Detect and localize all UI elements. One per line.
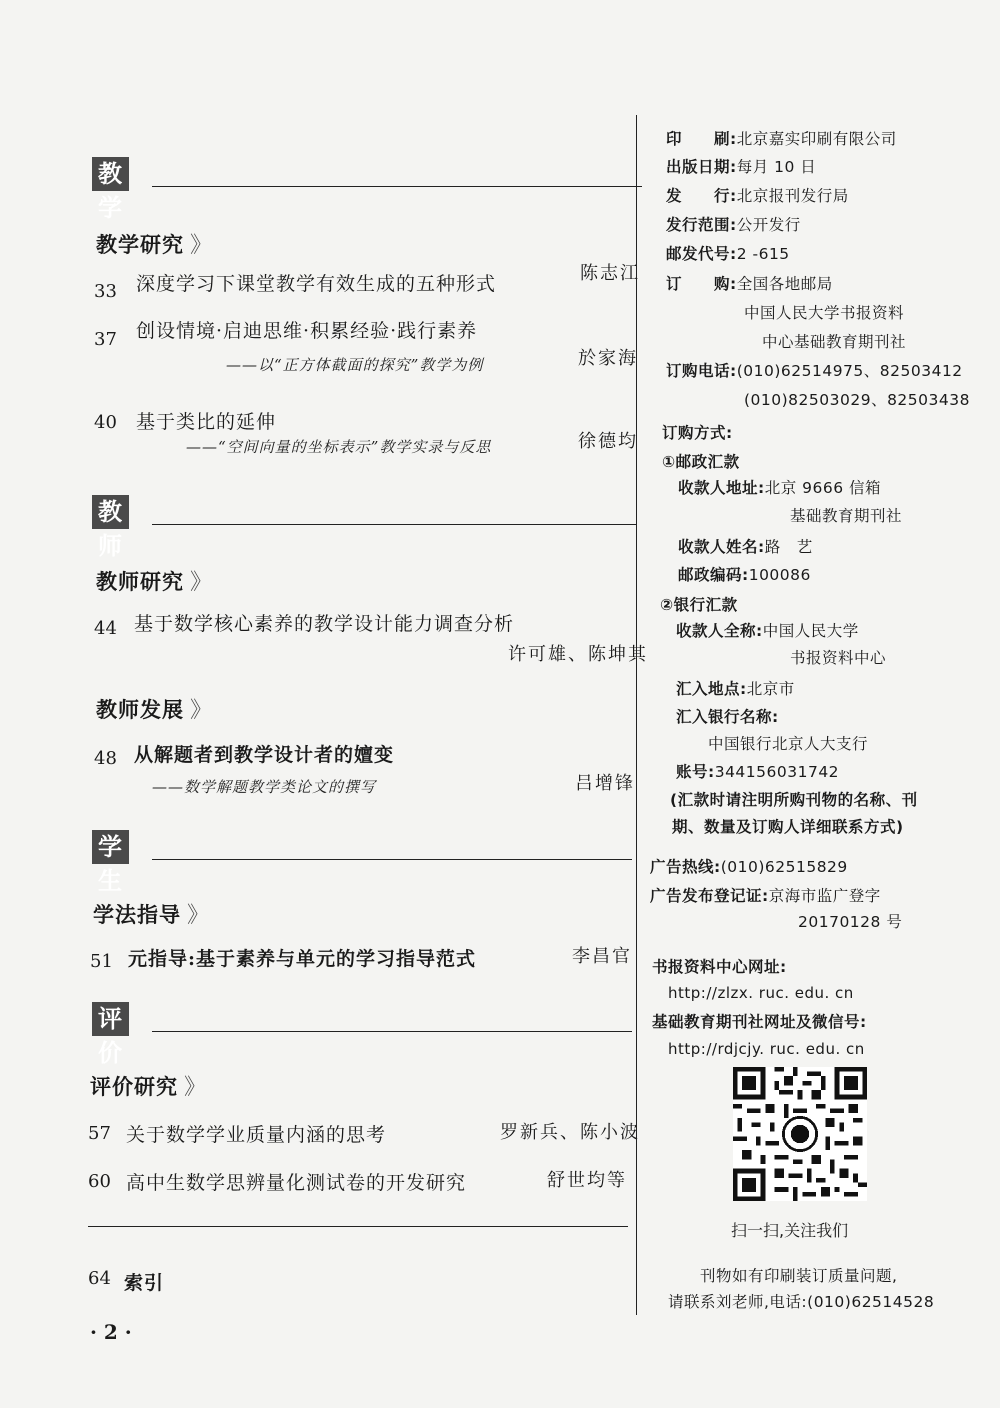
subheading-teaching-research: 教学研究 》 <box>96 232 214 258</box>
toc-page-number: 64 <box>88 1268 111 1289</box>
date-label: 出版日期: <box>666 158 737 176</box>
toc-title: 基于类比的延伸 <box>136 411 277 433</box>
toc-author: 陈志江 <box>580 263 640 284</box>
wechat-url-link[interactable]: http://rdjcjy. ruc. edu. cn <box>668 1040 865 1058</box>
ad-reg-label: 广告发布登记证: <box>650 887 769 905</box>
chevron-right-icon: 》 <box>190 698 214 723</box>
contact-line-1: 刊物如有印刷装订质量问题, <box>700 1267 898 1285</box>
qr-code-icon[interactable] <box>733 1067 867 1201</box>
toc-title: 高中生数学思辨量化测试卷的开发研究 <box>126 1172 467 1194</box>
recv-full-value: 中国人民大学 <box>762 622 859 640</box>
site-url-link[interactable]: http://zlzx. ruc. edu. cn <box>668 984 854 1002</box>
toc-subtitle: ——“空间向量的坐标表示”教学实录与反思 <box>186 438 492 456</box>
remit-note-line-2: 期、数量及订购人详细联系方式) <box>672 818 904 836</box>
order-line-2: 中国人民大学书报资料 <box>744 304 905 322</box>
chevron-right-icon: 》 <box>187 903 211 928</box>
section-tag: 学生 <box>92 830 129 864</box>
contact-line-2: 请联系刘老师,电话:(010)62514528 <box>668 1293 935 1311</box>
toc-page-number: 57 <box>88 1123 111 1144</box>
toc-page-number: 37 <box>94 329 117 350</box>
qr-caption: 扫一扫,关注我们 <box>731 1221 849 1240</box>
remit-place-value: 北京市 <box>746 680 795 698</box>
method-label: 订购方式: <box>662 424 733 442</box>
recv-name-value: 路 艺 <box>764 538 813 556</box>
section-rule <box>152 524 636 525</box>
toc-page-number: 48 <box>94 748 117 769</box>
remit-bank-value: 中国银行北京人大支行 <box>708 735 869 753</box>
print-label: 印 刷: <box>666 130 737 148</box>
ad-reg-line-2: 20170128 号 <box>798 913 903 931</box>
zip-label: 邮政编码: <box>678 566 749 584</box>
account-label: 账号: <box>676 763 715 781</box>
recv-full-label: 收款人全称: <box>676 622 763 640</box>
section-tag: 教学 <box>92 157 129 191</box>
chevron-right-icon: 》 <box>190 233 214 258</box>
print-value: 北京嘉实印刷有限公司 <box>736 130 897 148</box>
order-label: 订 购: <box>666 275 737 293</box>
toc-subtitle: ——数学解题教学类论文的撰写 <box>152 778 377 796</box>
recv-addr-line-2: 基础教育期刊社 <box>790 507 903 525</box>
ad-hotline-value: (010)62515829 <box>720 858 848 876</box>
toc-title: 元指导:基于素养与单元的学习指导范式 <box>128 948 477 970</box>
toc-author: 徐德均 <box>578 431 638 452</box>
section-tag: 教师 <box>92 495 129 529</box>
section-rule <box>152 859 632 860</box>
recv-addr-label: 收款人地址: <box>678 479 765 497</box>
issue-value: 北京报刊发行局 <box>736 187 849 205</box>
recv-name-label: 收款人姓名: <box>678 538 765 556</box>
scope-value: 公开发行 <box>736 216 801 234</box>
account-value: 344156031742 <box>714 763 840 781</box>
recv-addr-value: 北京 9666 信箱 <box>764 479 882 497</box>
page-number: · 2 · <box>90 1320 132 1344</box>
subheading-teacher-development: 教师发展 》 <box>96 697 214 723</box>
toc-page-number: 51 <box>90 951 113 972</box>
remit-bank-label: 汇入银行名称: <box>676 708 779 726</box>
index-divider <box>88 1226 628 1227</box>
order-value: 全国各地邮局 <box>736 275 833 293</box>
toc-title: 基于数学核心素养的教学设计能力调查分析 <box>134 613 515 635</box>
subheading-study-guidance: 学法指导 》 <box>93 902 211 928</box>
postcode-value: 2 -615 <box>736 245 790 263</box>
column-divider <box>636 115 637 1315</box>
toc-page-number: 60 <box>88 1171 111 1192</box>
section-rule <box>152 1031 632 1032</box>
chevron-right-icon: 》 <box>184 1075 208 1100</box>
toc-title: 索引 <box>124 1272 165 1294</box>
toc-title: 深度学习下课堂教学有效生成的五种形式 <box>136 273 497 295</box>
phone-label: 订购电话: <box>666 362 737 380</box>
subheading-evaluation-research: 评价研究 》 <box>90 1074 208 1100</box>
toc-author: 许可雄、陈坤其 <box>508 644 648 665</box>
wechat-label: 基础教育期刊社网址及微信号: <box>652 1013 867 1031</box>
toc-author: 舒世均等 <box>547 1170 627 1191</box>
postcode-label: 邮发代号: <box>666 245 737 263</box>
site-label: 书报资料中心网址: <box>652 958 787 976</box>
toc-page-number: 40 <box>94 412 117 433</box>
section-rule <box>152 186 642 187</box>
toc-title: 关于数学学业质量内涵的思考 <box>126 1124 387 1146</box>
phone-line-2: (010)82503029、82503438 <box>744 391 970 409</box>
toc-subtitle: ——以“正方体截面的探究”教学为例 <box>226 356 484 374</box>
recv-full-line-2: 书报资料中心 <box>790 649 887 667</box>
subheading-teacher-research: 教师研究 》 <box>96 569 214 595</box>
remit-note-line-1: (汇款时请注明所购刊物的名称、刊 <box>670 791 918 809</box>
toc-author: 於家海 <box>578 348 638 369</box>
date-value: 每月 10 日 <box>736 158 817 176</box>
toc-title: 从解题者到教学设计者的嬗变 <box>134 744 395 766</box>
section-tag: 评价 <box>92 1002 129 1036</box>
remit-place-label: 汇入地点: <box>676 680 747 698</box>
zip-value: 100086 <box>748 566 811 584</box>
toc-title: 创设情境·启迪思维·积累经验·践行素养 <box>136 320 478 342</box>
ad-hotline-label: 广告热线: <box>650 858 721 876</box>
ad-reg-value: 京海市监广登字 <box>768 887 881 905</box>
issue-label: 发 行: <box>666 187 737 205</box>
phone-line-1: (010)62514975、82503412 <box>736 362 963 380</box>
toc-page-number: 33 <box>94 281 117 302</box>
scope-label: 发行范围: <box>666 216 737 234</box>
postal-transfer-label: ①邮政汇款 <box>662 453 740 471</box>
order-line-3: 中心基础教育期刊社 <box>762 333 907 351</box>
toc-author: 吕增锋 <box>575 773 635 794</box>
toc-page-number: 44 <box>94 618 117 639</box>
toc-author: 李昌官 <box>572 946 632 967</box>
chevron-right-icon: 》 <box>190 570 214 595</box>
bank-transfer-label: ②银行汇款 <box>660 596 738 614</box>
toc-author: 罗新兵、陈小波 <box>500 1122 640 1143</box>
